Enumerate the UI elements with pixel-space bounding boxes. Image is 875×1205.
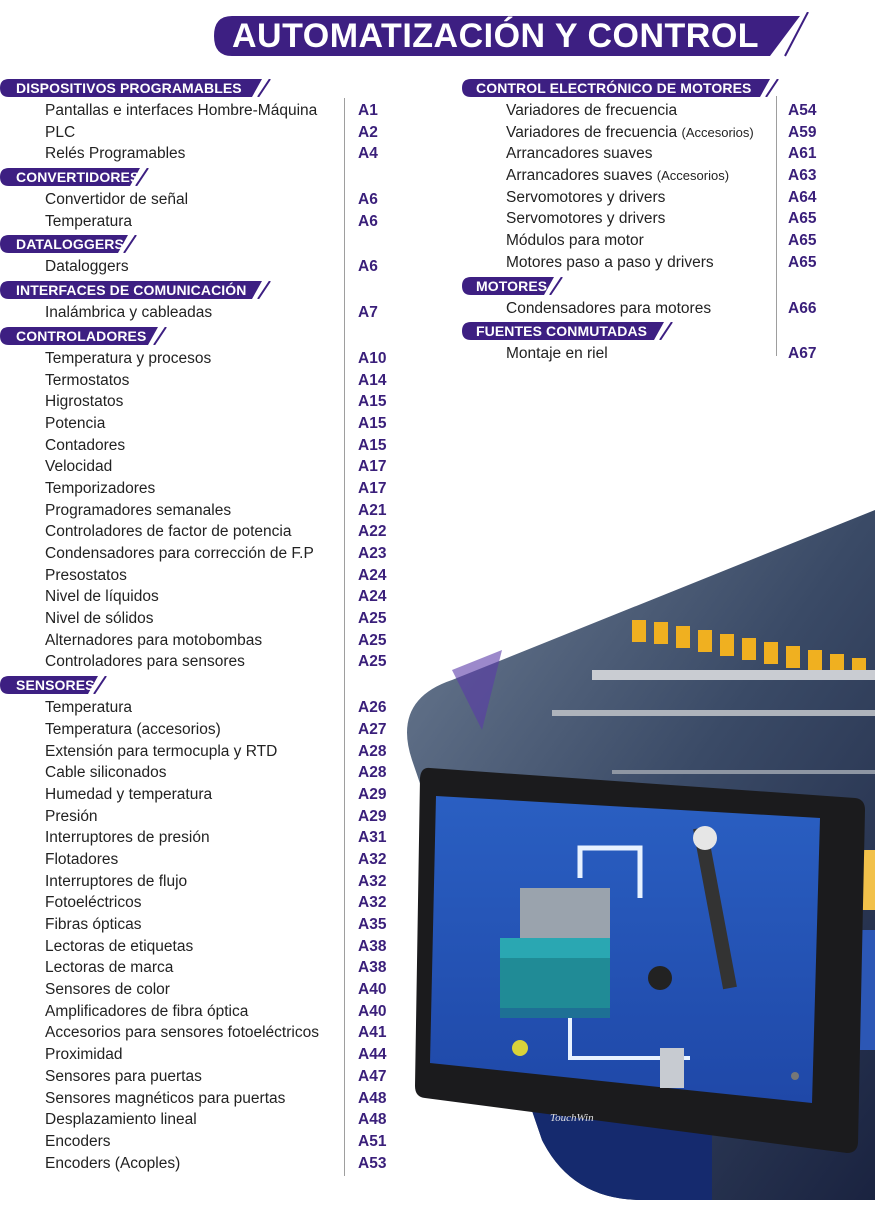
entry-page: A65	[788, 232, 817, 250]
entry-name: Temporizadores	[45, 479, 156, 497]
entry-name: Dataloggers	[45, 258, 129, 276]
entry-page: A15	[358, 393, 387, 411]
entry-name: Proximidad	[45, 1046, 123, 1064]
entry-page: A6	[358, 258, 378, 276]
index-entry	[0, 256, 400, 278]
entry-page: A67	[788, 345, 817, 363]
entry-page: A2	[358, 123, 378, 141]
entry-page: A27	[358, 720, 387, 738]
index-entry	[0, 586, 400, 608]
entry-name: Temperatura	[45, 699, 133, 717]
hmi-product-photo	[392, 510, 875, 1200]
category-header	[462, 277, 842, 295]
entry-name: Termostatos	[45, 371, 130, 389]
index-entry	[0, 871, 400, 893]
index-entry	[462, 187, 842, 209]
entry-name: Accesorios para sensores fotoeléctricos	[45, 1024, 319, 1042]
entry-page: A53	[358, 1154, 387, 1172]
index-entry	[0, 1022, 400, 1044]
category-label: FUENTES CONMUTADAS	[476, 323, 648, 340]
index-entry	[0, 500, 400, 522]
index-entry	[462, 208, 842, 230]
entry-page: A64	[788, 188, 817, 206]
entry-name: Interruptores de presión	[45, 829, 210, 847]
entry-page: A31	[358, 829, 387, 847]
entry-page: A24	[358, 588, 387, 606]
index-entry	[0, 435, 400, 457]
index-entry	[0, 957, 400, 979]
entry-name: PLC	[45, 123, 76, 141]
entry-page: A38	[358, 959, 387, 977]
entry-name: Inalámbrica y cableadas	[45, 304, 213, 322]
index-entry	[462, 343, 842, 365]
entry-page: A25	[358, 631, 387, 649]
entry-page: A40	[358, 1002, 387, 1020]
index-entry	[0, 849, 400, 871]
index-entry	[0, 608, 400, 630]
category-label: CONTROL ELECTRÓNICO DE MOTORES	[476, 80, 752, 96]
index-entry	[0, 892, 400, 914]
index-entry	[462, 143, 842, 165]
entry-name: Lectoras de marca	[45, 959, 174, 977]
index-entry	[0, 211, 400, 233]
index-entry	[0, 391, 400, 413]
entry-note: (Accesorios)	[656, 168, 730, 184]
left-index-column	[0, 76, 400, 1174]
entry-page: A15	[358, 436, 387, 454]
category-label: INTERFACES DE COMUNICACIÓN	[16, 282, 247, 299]
entry-page: A17	[358, 458, 387, 476]
title-banner	[210, 12, 810, 56]
index-entry	[0, 478, 400, 500]
entry-page: A44	[358, 1046, 387, 1064]
entry-page: A22	[358, 523, 387, 541]
index-entry	[0, 979, 400, 1001]
entry-page: A29	[358, 807, 387, 825]
entry-name: Servomotores y drivers	[506, 188, 666, 206]
entry-page: A32	[358, 894, 387, 912]
entry-page: A63	[788, 167, 817, 185]
entry-name: Desplazamiento lineal	[45, 1111, 197, 1129]
category-header	[462, 322, 842, 340]
entry-name: Contadores	[45, 436, 126, 454]
entry-page: A21	[358, 501, 387, 519]
index-entry	[0, 762, 400, 784]
category-header	[0, 327, 400, 345]
entry-name: Sensores magnéticos para puertas	[45, 1089, 286, 1107]
entry-name: Motores paso a paso y drivers	[506, 253, 714, 271]
category-label: DISPOSITIVOS PROGRAMABLES	[16, 80, 242, 96]
entry-name: Temperatura (accesorios)	[45, 720, 221, 738]
category-header	[0, 235, 400, 253]
entry-name: Fotoeléctricos	[45, 894, 142, 912]
index-entry	[0, 302, 400, 324]
entry-name: Montaje en riel	[506, 345, 608, 363]
entry-page: A28	[358, 764, 387, 782]
entry-page: A25	[358, 610, 387, 628]
entry-page: A17	[358, 479, 387, 497]
entry-name: Módulos para motor	[506, 232, 644, 250]
entry-page: A54	[788, 102, 817, 119]
index-entry	[0, 806, 400, 828]
entry-name: Servomotores y drivers	[506, 210, 666, 228]
category-label: MOTORES	[476, 277, 548, 294]
entry-name: Sensores para puertas	[45, 1067, 202, 1085]
index-entry	[0, 543, 400, 565]
entry-page: A23	[358, 545, 387, 562]
entry-name: Programadores semanales	[45, 501, 232, 519]
index-entry	[0, 100, 400, 122]
entry-name: Extensión para termocupla y RTD	[45, 742, 278, 760]
entry-name: Nivel de sólidos	[45, 610, 154, 628]
entry-page: A47	[358, 1067, 387, 1085]
index-entry	[462, 252, 842, 274]
entry-name: Flotadores	[45, 850, 119, 868]
index-entry	[0, 1131, 400, 1153]
right-index-column	[462, 76, 842, 365]
entry-page: A61	[788, 145, 817, 163]
page-title: AUTOMATIZACIÓN Y CONTROL	[232, 17, 760, 55]
entry-page: A6	[358, 191, 378, 209]
category-label: CONVERTIDORES	[16, 169, 140, 186]
entry-page: A38	[358, 937, 387, 955]
entry-page: A59	[788, 123, 817, 141]
entry-name: Condensadores para corrección de F.P	[45, 545, 314, 562]
entry-name: Arrancadores suaves	[506, 145, 653, 163]
entry-name: Pantallas e interfaces Hombre-Máquina	[45, 102, 318, 119]
entry-name: Interruptores de flujo	[45, 872, 188, 890]
index-entry	[0, 719, 400, 741]
entry-name: Potencia	[45, 414, 106, 432]
index-entry	[0, 936, 400, 958]
category-header	[0, 79, 400, 97]
entry-name: Presión	[45, 807, 98, 825]
entry-page: A29	[358, 785, 387, 803]
entry-page: A48	[358, 1089, 387, 1107]
index-entry	[0, 784, 400, 806]
entry-name: Velocidad	[45, 458, 113, 476]
entry-name: Encoders (Acoples)	[45, 1154, 181, 1172]
index-entry	[0, 630, 400, 652]
entry-page: A41	[358, 1024, 387, 1042]
index-entry	[0, 651, 400, 673]
entry-page: A48	[358, 1111, 387, 1129]
index-entry	[0, 521, 400, 543]
entry-name: Temperatura	[45, 212, 133, 230]
entry-name: Controladores de factor de potencia	[45, 523, 292, 541]
entry-name: Higrostatos	[45, 393, 124, 411]
index-entry	[462, 122, 842, 144]
entry-name: Presostatos	[45, 566, 127, 584]
entry-page: A40	[358, 981, 387, 999]
index-entry	[0, 370, 400, 392]
entry-page: A51	[358, 1132, 387, 1150]
index-entry	[0, 348, 400, 370]
entry-name: Fibras ópticas	[45, 916, 142, 933]
entry-page: A1	[358, 102, 378, 119]
entry-name: Variadores de frecuencia (Accesorios)	[506, 123, 754, 141]
entry-name: Nivel de líquidos	[45, 588, 159, 606]
category-label: DATALOGGERS	[16, 236, 124, 253]
index-entry	[462, 165, 842, 187]
entry-page: A65	[788, 253, 817, 271]
entry-name: Variadores de frecuencia	[506, 102, 678, 119]
entry-name: Amplificadores de fibra óptica	[45, 1002, 249, 1020]
index-entry	[0, 456, 400, 478]
entry-name: Convertidor de señal	[45, 191, 189, 209]
hmi-brand-label: TouchWin	[550, 1112, 594, 1124]
index-entry	[462, 298, 842, 320]
entry-name: Encoders	[45, 1132, 111, 1150]
index-entry	[0, 1109, 400, 1131]
index-entry	[0, 1088, 400, 1110]
entry-name: Condensadores para motores	[506, 299, 712, 317]
index-entry	[0, 122, 400, 144]
index-entry	[0, 697, 400, 719]
entry-name: Controladores para sensores	[45, 653, 245, 671]
entry-page: A4	[358, 145, 378, 163]
entry-name: Humedad y temperatura	[45, 785, 213, 803]
index-entry	[0, 914, 400, 936]
index-entry	[0, 1066, 400, 1088]
entry-page: A7	[358, 304, 378, 322]
entry-page: A66	[788, 299, 817, 317]
index-entry	[0, 1153, 400, 1175]
index-entry	[0, 827, 400, 849]
entry-page: A15	[358, 414, 387, 432]
index-entry	[0, 565, 400, 587]
index-entry	[0, 413, 400, 435]
entry-name: Temperatura y procesos	[45, 349, 212, 367]
index-entry	[0, 741, 400, 763]
category-header	[462, 79, 842, 97]
index-entry	[0, 189, 400, 211]
index-entry	[0, 143, 400, 165]
category-label: SENSORES	[16, 677, 95, 694]
index-entry	[462, 100, 842, 122]
entry-page: A14	[358, 371, 387, 389]
index-entry	[462, 230, 842, 252]
index-entry	[0, 1044, 400, 1066]
category-header	[0, 676, 400, 694]
entry-name: Arrancadores suaves (Accesorios)	[506, 167, 730, 185]
entry-page: A32	[358, 872, 387, 890]
entry-name: Lectoras de etiquetas	[45, 937, 194, 955]
index-entry	[0, 1001, 400, 1023]
entry-page: A24	[358, 566, 387, 584]
entry-name: Cable siliconados	[45, 764, 167, 782]
entry-page: A10	[358, 349, 387, 367]
entry-page: A6	[358, 212, 378, 230]
entry-page: A35	[358, 916, 387, 933]
entry-page: A26	[358, 699, 387, 717]
entry-name: Alternadores para motobombas	[45, 631, 263, 649]
entry-name: Relés Programables	[45, 145, 186, 163]
entry-note: (Accesorios)	[681, 124, 754, 140]
category-header	[0, 281, 400, 299]
entry-page: A32	[358, 850, 387, 868]
entry-page: A25	[358, 653, 387, 671]
entry-name: Sensores de color	[45, 981, 170, 999]
entry-page: A28	[358, 742, 387, 760]
entry-page: A65	[788, 210, 817, 228]
category-label: CONTROLADORES	[16, 327, 147, 344]
category-header	[0, 168, 400, 186]
